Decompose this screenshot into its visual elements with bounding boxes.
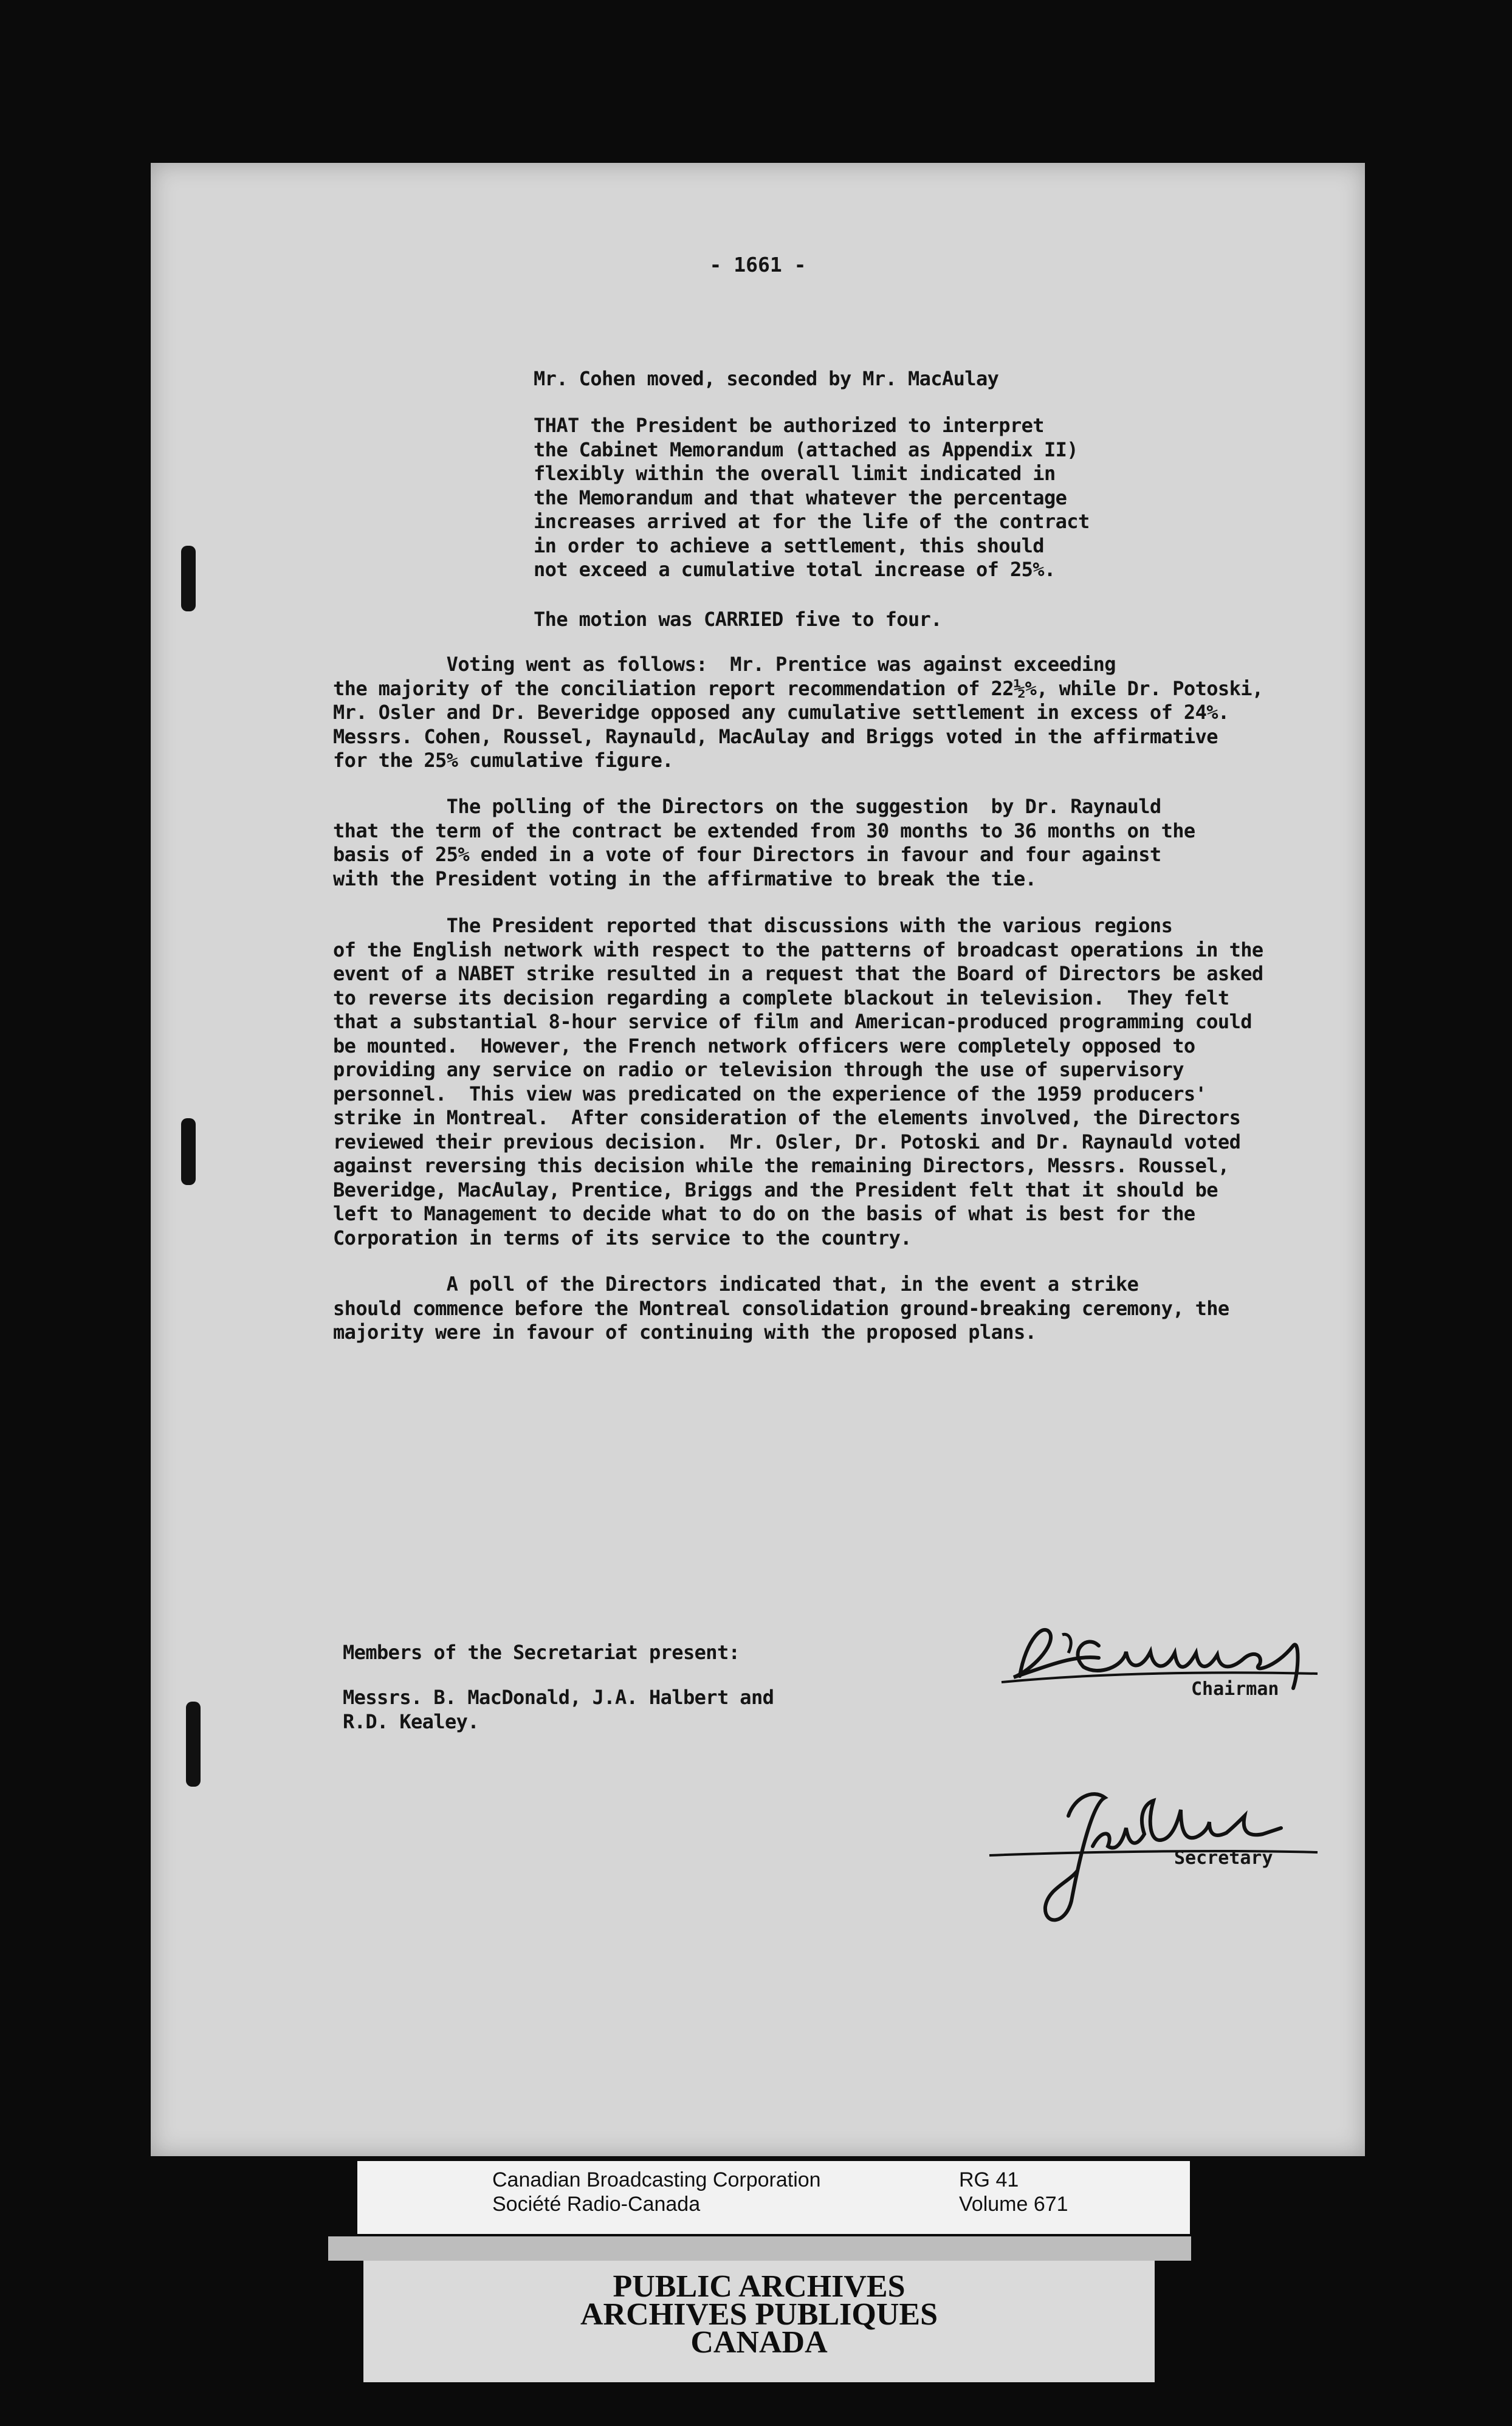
binder-hole-mark (181, 546, 196, 611)
paragraph-line: with the President voting in the affirmative to break the tie. (333, 867, 1037, 890)
archive-stamp-line: ARCHIVES PUBLIQUES (580, 2297, 938, 2332)
paragraph-polling (333, 795, 1195, 891)
archive-stamp (363, 2261, 1155, 2382)
resolution-line: the Cabinet Memorandum (attached as Appendix II) (534, 438, 1078, 461)
paragraph-line: providing any service on radio or television through the use of supervisory (333, 1058, 1184, 1081)
paragraph-line: Beveridge, MacAulay, Prentice, Briggs and the President felt that it should be (333, 1178, 1218, 1201)
paragraph-line: A poll of the Directors indicated that, in the event a strike (333, 1273, 1139, 1296)
paragraph-line: Mr. Osler and Dr. Beveridge opposed any cumulative settlement in excess of 24%. (333, 701, 1229, 724)
paragraph-president (333, 914, 1263, 1250)
secretariat-line: R.D. Kealey. (343, 1710, 479, 1733)
paragraph-line: that the term of the contract be extended from 30 months to 36 months on the (333, 819, 1195, 842)
resolution-line: not exceed a cumulative total increase of 25%. (534, 558, 1056, 581)
paragraph-line: Messrs. Cohen, Roussel, Raynauld, MacAulay and Briggs voted in the affirmative (333, 724, 1218, 748)
resolution-line: flexibly within the overall limit indicated in (534, 462, 1056, 485)
org-name-french: Société Radio-Canada (492, 2193, 701, 2216)
page-number: - 1661 - (709, 253, 806, 277)
archive-record-label (357, 2161, 1190, 2234)
paragraph-line: of the English network with respect to the patterns of broadcast operations in the (333, 938, 1263, 961)
paragraph-line: Voting went as follows: Mr. Prentice was against exceeding (333, 653, 1116, 676)
paragraph-line: the majority of the conciliation report recommendation of 22½%, while Dr. Potoski, (333, 676, 1263, 700)
paragraph-line: basis of 25% ended in a vote of four Directors in favour and four against (333, 843, 1161, 866)
paragraph-line: should commence before the Montreal consolidation ground-breaking ceremony, the (333, 1296, 1229, 1320)
paragraph-line: Corporation in terms of its service to the country. (333, 1226, 912, 1249)
motion-resolution (534, 414, 1090, 582)
record-group: RG 41 (959, 2168, 1019, 2191)
motion-mover: Mr. Cohen moved, seconded by Mr. MacAulay (534, 367, 999, 390)
secretariat-line: Messrs. B. MacDonald, J.A. Halbert and (343, 1686, 774, 1709)
paragraph-line: reviewed their previous decision. Mr. Osler, Dr. Potoski and Dr. Raynauld voted (333, 1130, 1241, 1153)
paragraph-line: to reverse its decision regarding a complete blackout in television. They felt (333, 986, 1229, 1009)
motion-result: The motion was CARRIED five to four. (534, 608, 942, 631)
resolution-line: in order to achieve a settlement, this should (534, 534, 1044, 557)
paragraph-line: left to Management to decide what to do on the basis of what is best for the (333, 1202, 1195, 1225)
resolution-line: increases arrived at for the life of the contract (534, 510, 1090, 533)
paragraph-line: event of a NABET strike resulted in a request that the Board of Directors be asked (333, 962, 1263, 985)
paragraph-line: strike in Montreal. After consideration of the elements involved, the Directors (333, 1106, 1241, 1129)
paragraph-line: The polling of the Directors on the suggestion by Dr. Raynauld (333, 795, 1161, 818)
resolution-line: the Memorandum and that whatever the percentage (534, 486, 1067, 509)
paragraph-voting (333, 653, 1263, 773)
paragraph-line: be mounted. However, the French network officers were completely opposed to (333, 1034, 1195, 1057)
secretariat-names (343, 1686, 774, 1734)
binder-hole-mark (186, 1702, 201, 1787)
paragraph-line: for the 25% cumulative figure. (333, 749, 673, 772)
secretary-label: Secretary (1174, 1847, 1273, 1869)
volume-number: Volume 671 (959, 2193, 1068, 2216)
binder-hole-mark (181, 1118, 196, 1185)
resolution-line: THAT the President be authorized to interpret (534, 414, 1044, 437)
paragraph-line: against reversing this decision while the remaining Directors, Messrs. Roussel, (333, 1154, 1229, 1177)
paragraph-line: The President reported that discussions with the various regions (333, 914, 1173, 937)
archive-strip (328, 2236, 1191, 2261)
archive-stamp-line: PUBLIC ARCHIVES (613, 2269, 905, 2304)
org-name-english: Canadian Broadcasting Corporation (492, 2168, 821, 2191)
paragraph-line: majority were in favour of continuing with the proposed plans. (333, 1321, 1037, 1344)
secretariat-heading: Members of the Secretariat present: (343, 1641, 740, 1664)
paragraph-line: personnel. This view was predicated on the experience of the 1959 producers' (333, 1082, 1207, 1105)
paragraph-poll (333, 1273, 1229, 1345)
chairman-label: Chairman (1191, 1679, 1279, 1700)
paragraph-line: that a substantial 8-hour service of film and American-produced programming could (333, 1010, 1252, 1033)
document-page (151, 163, 1365, 2156)
archive-stamp-line: CANADA (690, 2325, 828, 2360)
